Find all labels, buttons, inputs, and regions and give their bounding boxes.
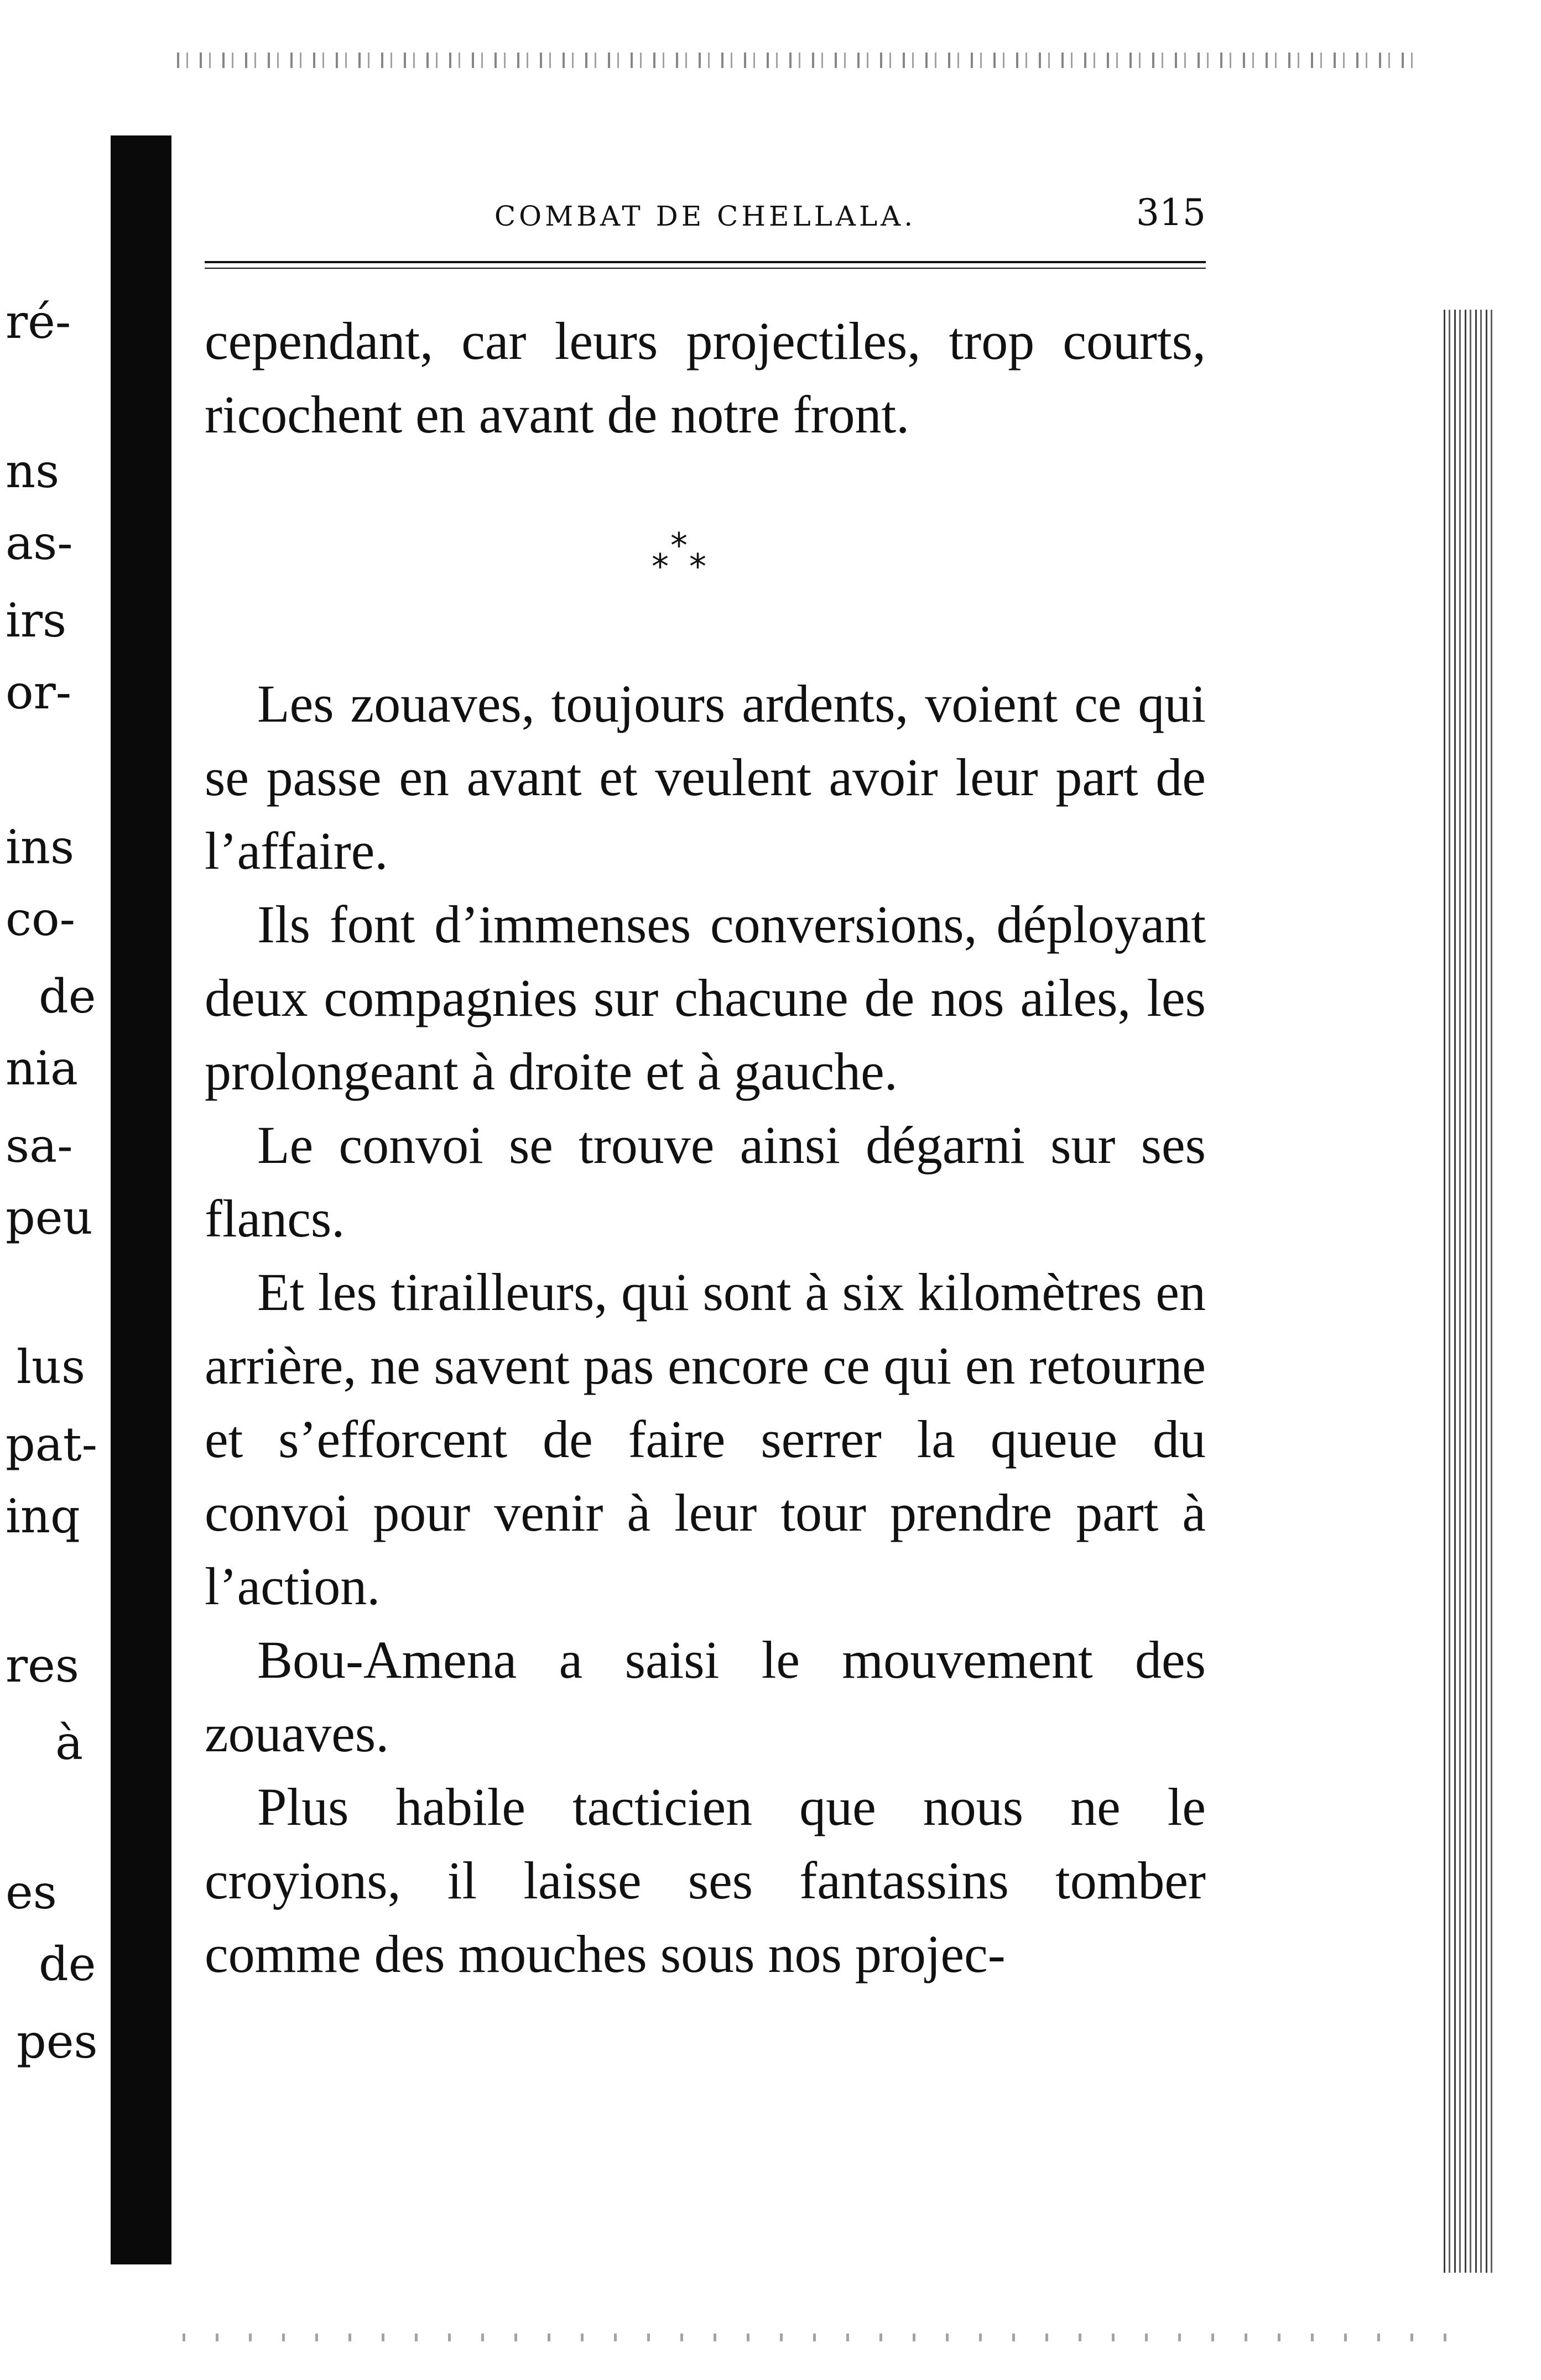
left-fragment-word: nia: [6, 1041, 79, 1095]
scan-bottom-edge: [183, 2334, 1455, 2341]
book-gutter-shadow: [111, 135, 171, 2264]
page-number: 315: [1136, 191, 1206, 234]
previous-page-fragment: [0, 0, 111, 2380]
scan-right-edge: [1444, 310, 1493, 2273]
left-fragment-word: à: [55, 1716, 84, 1770]
paragraph: Les zouaves, toujours ardents, voient ce qui se passe en avant et veulent avoir leur part de l’affaire.: [205, 674, 1206, 880]
left-fragment-word: pes: [17, 2014, 98, 2069]
left-fragment-word: ins: [6, 820, 75, 874]
left-fragment-word: pat-: [6, 1417, 97, 1471]
asterisk: *: [689, 546, 706, 587]
paragraph: Bou-Amena a saisi le mouvement des zouaves.: [205, 1630, 1206, 1763]
paragraph: Et les tirailleurs, qui sont à six kilomètres en arrière, ne savent pas encore ce qui en retourne et s’efforcent de faire serrer la queue du convoi pour venir à leur tour prendre part à l’action.: [205, 1262, 1206, 1616]
left-fragment-word: irs: [6, 593, 67, 648]
section-break-asterism: [205, 451, 1206, 667]
left-fragment-word: co-: [6, 892, 75, 946]
left-fragment-word: lus: [17, 1340, 86, 1394]
scan-top-edge: [177, 53, 1422, 68]
running-head: [205, 188, 1206, 249]
paragraph: Ils font d’immenses conversions, déployant deux compagnies sur chacune de nos ailes, les prolongeant à droite et à gauche.: [205, 895, 1206, 1101]
asterisk: *: [670, 525, 688, 566]
paragraph: cependant, car leurs projectiles, trop courts, ricochent en avant de notre front.: [205, 311, 1206, 444]
left-fragment-word: de: [39, 969, 96, 1024]
left-fragment-word: inq: [6, 1489, 80, 1543]
left-fragment-word: ns: [6, 444, 60, 498]
left-fragment-word: sa-: [6, 1119, 73, 1173]
left-fragment-word: as-: [6, 516, 73, 570]
running-head-title: COMBAT DE CHELLALA.: [494, 200, 917, 232]
asterisk: *: [652, 546, 669, 587]
left-fragment-word: res: [6, 1638, 79, 1693]
left-fragment-word: peu: [6, 1191, 93, 1245]
paragraph: Plus habile tacticien que nous ne le croyions, il laisse ses fantassins tomber comme des mouches sous nos projec-: [205, 1777, 1206, 1984]
left-fragment-word: de: [39, 1937, 96, 1991]
left-fragment-word: ré-: [6, 295, 71, 349]
left-fragment-word: es: [6, 1865, 57, 1919]
header-rule: [205, 261, 1206, 269]
left-fragment-word: or-: [6, 665, 72, 719]
page-body: [205, 304, 1206, 1991]
paragraph: Le convoi se trouve ainsi dégarni sur ses flancs.: [205, 1115, 1206, 1248]
book-page: [205, 188, 1206, 1984]
